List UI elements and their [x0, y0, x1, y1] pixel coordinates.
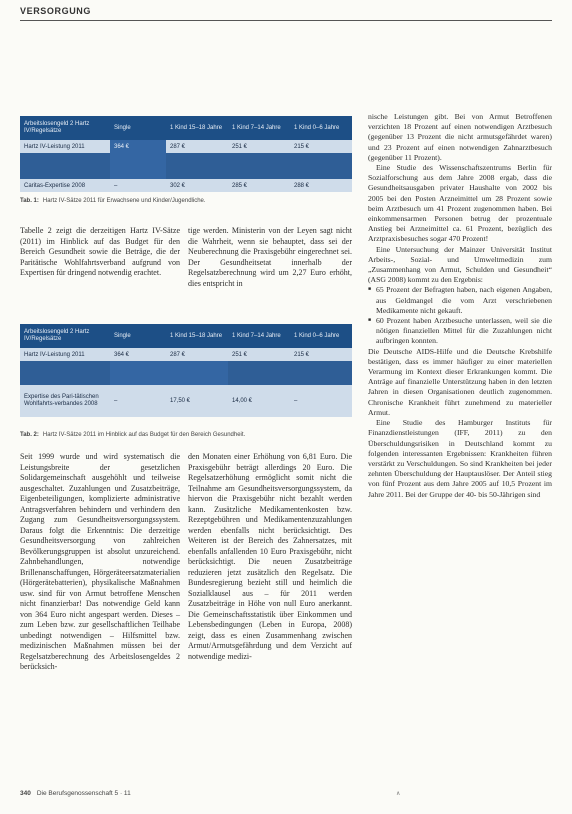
table-header-cell: Arbeitslosengeld 2 Hartz IV/Regelsätze	[20, 116, 110, 140]
table-cell: 288 €	[290, 179, 352, 192]
table-cell	[228, 361, 290, 385]
list-item: ■ 65 Prozent der Befragten haben, nach eigenen Angaben, aus Geldmangel die vom Arzt verschriebenen Medikamente nicht gekauft.	[376, 285, 552, 316]
intro-paragraph-left: Tabelle 2 zeigt die derzeitigen Hartz IV-Sätze (2011) im Hinblick auf das Budget für den Bereich Gesundheit sowie die Beträge, die der Paritätische Wohlfahrtsverband aufgrund von Expertisen für dringend notwendig erachtet.	[20, 226, 180, 277]
header-rule	[20, 20, 552, 21]
table-header-cell: Arbeitslosengeld 2 Hartz IV/Regelsätze	[20, 324, 110, 348]
table-cell: 14,00 €	[228, 385, 290, 417]
caption-label: Tab. 2:	[20, 432, 39, 438]
table-header-cell: 1 Kind 7–14 Jahre	[228, 324, 290, 348]
footer-mark: ∧	[396, 791, 401, 797]
table-header-row	[20, 324, 352, 348]
table-header-row	[20, 116, 352, 140]
table-row	[20, 348, 352, 361]
journal-name: Die Berufsgenossenschaft 5 · 11	[36, 790, 131, 797]
table-1	[20, 116, 352, 192]
table-header-cell: 1 Kind 0–6 Jahre	[290, 116, 352, 140]
table-2-caption	[20, 432, 245, 438]
table-header-cell: Single	[110, 324, 166, 348]
table-row	[20, 361, 352, 385]
table-cell	[110, 153, 166, 179]
table-row	[20, 140, 352, 153]
table-cell: 364 €	[110, 140, 166, 153]
right-paragraph-4: Die Deutsche AIDS-Hilfe und die Deutsche Krebshilfe bestätigen, dass es immer häufiger zu einer materiellen Verarmung im Kontext dieser Erkrankungen kommt. Die Anträge auf finanzielle Unterstützung haben in den letzten Jahren in diesen Organisationen deutlich zugenommen. Chronische Krankheit führt zunehmend zu materieller Armut.	[368, 346, 552, 417]
table-cell	[20, 153, 110, 179]
table-cell: 17,50 €	[166, 385, 228, 417]
table-cell	[166, 153, 228, 179]
table-cell: 251 €	[228, 140, 290, 153]
table-cell: Caritas-Expertise 2008	[20, 179, 110, 192]
table-cell: 302 €	[166, 179, 228, 192]
caption-text: Hartz IV-Sätze 2011 für Erwachsene und Kinder/Jugendliche.	[42, 198, 206, 204]
right-paragraph-2: Eine Studie des Wissenschaftszentrums Berlin für Sozialforschung aus dem Jahre 2008 ergab, dass die Gesundheitsausgaben privater Haushalte von 2002 bis 2005 bei den Posten Arzneimittel um 28 Prozent sowie beim Arztbesuch um 41 Prozent zugenommen haben. Bei einkommensarmen Personen betrug der prozentuale Anstieg bei Arzneimittel ca. 61 Prozent, bezüglich des Arztpraxisbesuches sogar 470 Prozent!	[368, 163, 552, 244]
table-cell	[110, 361, 166, 385]
table-cell: 215 €	[290, 140, 352, 153]
intro-paragraph-right: tige werden. Ministerin von der Leyen sagt nicht die Wahrheit, wenn sie behauptet, dass sei der Neuberechnung die Praxisgebühr eingerechnet sei. Der Gesundheitsetat innerhalb der Regelsatzberechnung wird um 2,27 Euro erhöht, dies entspricht in	[188, 226, 352, 288]
table-header-cell: Single	[110, 116, 166, 140]
page-footer	[20, 790, 131, 797]
table-cell: –	[110, 179, 166, 192]
table-cell	[290, 153, 352, 179]
section-header: VERSORGUNG	[20, 6, 92, 16]
table-cell: Expertise des Pari-tätischen Wohlfahrts-verbandes 2008	[20, 385, 110, 417]
body-column-middle: den Monaten einer Erhöhung von 6,81 Euro. Die Praxisgebühr beträgt allerdings 20 Euro. Die Regelsatzerhöhung ermöglicht somit nicht die Teilnahme am Gesundheitsversorgungssystem, da hiervon die Praxisgebühr nicht bezahlt werden kann. Zusätzliche Medikamentenkosten bzw. Rezeptgebühren und Medikamentenzuzahlungen werden ebenfalls nicht berücksichtigt. Des Weiteren ist der Bereich des Zahnersatzes, mit ebenfalls anfallenden 10 Euro Praxisgebühr, nicht berücksichtigt. Die neuen Zusatzbeiträge reduzieren jetzt zusätzlich den Regelsatz. Die Bundesregierung bezieht still und heimlich die Sozialklausel aus – für 2011 werden Zusatzbeiträge in Höhe von null Euro anerkannt. Die Gemeinschaftsstatistik über Einkommen und Lebensbedingungen (Leben in Europa, 2008) zeigt, dass es einen Zusammenhang zwischen Armut/Armutsgefährdung und dem Verzicht auf notwendige medizi-	[188, 452, 352, 661]
table-row	[20, 179, 352, 192]
table-cell: 215 €	[290, 348, 352, 361]
table-cell: 285 €	[228, 179, 290, 192]
table-row	[20, 385, 352, 417]
right-paragraph-1: nische Leistungen gibt. Bei von Armut Betroffenen verzichten 18 Prozent auf einen notwendigen Arztbesuch (gegenüber 13 Prozent die nicht armutsgefährdet waren) und 23 Prozent auf einen notwendigen Zahnarztbesuch (gegenüber 11 Prozent).	[368, 112, 552, 162]
list-item: ■ 60 Prozent haben Arztbesuche unterlassen, weil sie die nötigen finanziellen Mittel für die Zuzahlungen nicht aufbringen konnten.	[376, 316, 552, 347]
table-cell	[290, 361, 352, 385]
table-header-cell: 1 Kind 0–6 Jahre	[290, 324, 352, 348]
table-cell	[228, 153, 290, 179]
table-cell: 287 €	[166, 140, 228, 153]
right-paragraph-5: Eine Studie des Hamburger Instituts für Finanzdienstleistungen (IFF, 2011) zu den Überschuldungsrisiken in Deutschland kommt zu folgenden interessanten Ergebnissen: Krankheiten führen verstärkt zu Verschuldungen. So sind Krankheiten bei jeder zehnten Überschuldung der Hauptauslöser. Der Anteil stieg von fünf Prozent aus dem Jahre 2005 auf 10,5 Prozent im Jahre 2011. Bei der Gruppe der 40- bis 50-Jährigen sind	[368, 418, 552, 499]
table-row	[20, 153, 352, 179]
table-2	[20, 324, 352, 417]
findings-list	[368, 285, 552, 346]
page-number: 340	[20, 790, 31, 797]
right-paragraph-3: Eine Untersuchung der Mainzer Universität Institut Arbeits-, Sozial- und Umweltmedizin zum „Zusammenhang von Armut, Schulden und Gesundheit“ (ASG 2008) kommt zu den Ergebnis:	[368, 244, 552, 285]
table-header-cell: 1 Kind 7–14 Jahre	[228, 116, 290, 140]
table-cell: Hartz IV-Leistung 2011	[20, 348, 110, 361]
body-column-right	[368, 112, 552, 500]
table-cell: 364 €	[110, 348, 166, 361]
table-cell: 287 €	[166, 348, 228, 361]
table-header-cell: 1 Kind 15–18 Jahre	[166, 324, 228, 348]
table-cell: Hartz IV-Leistung 2011	[20, 140, 110, 153]
table-cell	[166, 361, 228, 385]
caption-text: Hartz IV-Sätze 2011 im Hinblick auf das Budget für den Bereich Gesundheit.	[42, 432, 246, 438]
table-header-cell: 1 Kind 15–18 Jahre	[166, 116, 228, 140]
table-cell: 251 €	[228, 348, 290, 361]
table-cell: –	[290, 385, 352, 417]
table-cell: –	[110, 385, 166, 417]
caption-label: Tab. 1:	[20, 198, 39, 204]
body-column-left: Seit 1999 wurde und wird systematisch die Leistungsbreite der gesetzlichen Solidargemeinschaft ausgehöhlt und teilweise ausgeschaltet. Zuzahlungen und Zusatzbeiträge, Eigenbeteiligungen, komplizierte administrative Antragsverfahren behindern und verhindern den Zugang zum Gesundheitsversorgungssystem. Daraus folgt die Erkenntnis: Die derzeitige Gesundheitsversorgung von zahlreichen Bevölkerungsgruppen ist absolut unzureichend. Zahnbehandlungen, notwendige Brillenanschaffungen, Hörgeräteersatzmaterialien (Hörgerätebatterien), physikalische Maßnahmen usw. sind für von Armut betroffene Menschen nicht finanzierbar! Das notwendige Geld kann von 364 Euro nicht angespart werden. Dieses – zum Leben bzw. zur gesellschaftlichen Teilhabe unbedingt notwendigen – Hilfsmittel bzw. medizinischen Maßnahmen müssen bei der Regelsatzberechnung des Arbeitslosengeldes 2 berücksich-	[20, 452, 180, 671]
table-cell	[20, 361, 110, 385]
table-1-caption	[20, 198, 206, 204]
